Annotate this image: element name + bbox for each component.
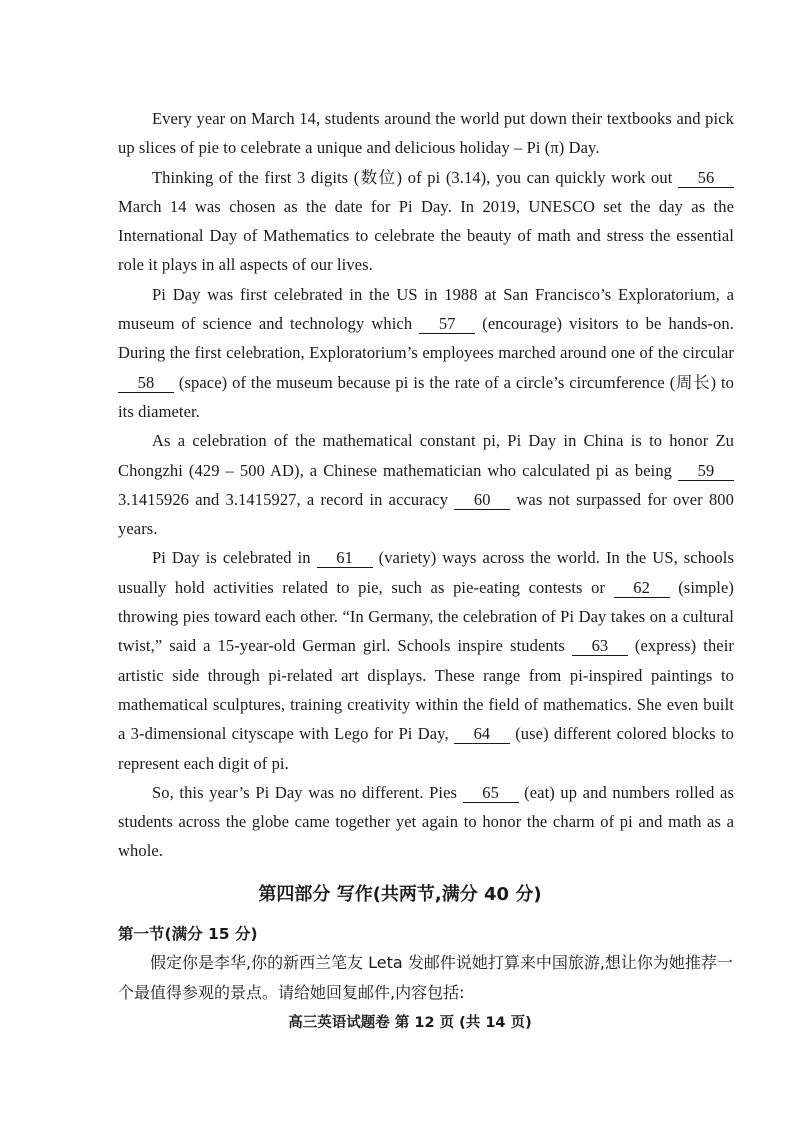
blank-59[interactable]: 59 [678,462,734,481]
page-footer: 高三英语试题卷 第 12 页 (共 14 页) [288,1015,532,1031]
blank-58[interactable]: 58 [118,374,174,393]
paragraph-3-text-a: Pi Day was first celebrated in the US in 1988 at San Francisco’s Exploratorium, a museum of science and technology which [118,284,734,334]
blank-61[interactable]: 61 [317,549,373,568]
blank-56[interactable]: 56 [678,169,734,188]
paragraph-3-text-c: (space) of the museum because pi is the rate of a circle’s circumference (周长) to its diameter. [118,372,734,421]
paragraph-5 [118,543,734,777]
paragraph-3 [118,280,734,426]
paragraph-4-text-a: As a celebration of the mathematical constant pi, Pi Day in China is to honor Zu Chongzhi (429 – 500 AD), a Chinese mathematician who calculated pi as being [118,431,734,480]
paragraph-6-text-b: (eat) up and numbers rolled as students across the globe came together yet again to honor the charm of pi and math as a whole. [118,782,734,861]
blank-62[interactable]: 62 [614,579,670,598]
blank-65[interactable]: 65 [463,784,519,803]
paragraph-2 [118,163,734,280]
blank-57[interactable]: 57 [419,315,475,334]
paragraph-4-text-b: 3.1415926 and 3.1415927, a record in accuracy [118,489,455,509]
paragraph-5-text-e: (use) different colored blocks to represent each digit of pi. [118,724,734,773]
paragraph-4-text-c: was not surpassed for over 800 years. [118,489,734,539]
paragraph-5-text-a: Pi Day is celebrated in [152,548,317,568]
paragraph-4 [118,426,734,543]
blank-64[interactable]: 64 [454,725,510,744]
paragraph-2-text-b: March 14 was chosen as the date for Pi Day. In 2019, UNESCO set the day as the International Day of Mathematics to celebrate the beauty of math and stress the essential role it plays in all aspects of our lives. [118,196,734,275]
paragraph-1-text: Every year on March 14, students around the world put down their textbooks and pick up slices of pie to celebrate a unique and delicious holiday – Pi (π) Day. [118,109,734,158]
paragraph-6-text-a: So, this year’s Pi Day was no different. Pies [152,782,463,802]
blank-63[interactable]: 63 [572,637,628,656]
paragraph-5-text-b: (variety) ways across the world. In the US, schools usually hold activities related to pie, such as pie-eating contests or [118,548,734,597]
paragraph-1 [118,104,734,163]
paragraph-6 [118,778,734,866]
writing-subsection-title: 第一节(满分 15 分) [118,924,258,943]
paragraph-2-text-a: Thinking of the first 3 digits (数位) of pi (3.14), you can quickly work out [152,167,678,187]
blank-60[interactable]: 60 [454,491,510,510]
paragraph-3-text-b: (encourage) visitors to be hands-on. During the first celebration, Exploratorium’s employees marched around one of the circular [118,314,734,363]
paragraph-5-text-d: (express) their artistic side through pi-related art displays. These range from pi-inspired paintings to mathematical sculptures, training creativity within the field of mathematics. She even built a 3-dimensional cityscape with Lego for Pi Day, [118,636,734,744]
writing-prompt: 假定你是李华,你的新西兰笔友 Leta 发邮件说她打算来中国旅游,想让你为她推荐一个最值得参观的景点。请给她回复邮件,内容包括: [118,952,733,1002]
writing-section-title: 第四部分 写作(共两节,满分 40 分) [258,883,542,905]
paragraph-5-text-c: (simple) throwing pies toward each other. “In Germany, the celebration of Pi Day takes on a cultural twist,” said a 15-year-old German girl. Schools inspire students [118,577,734,656]
